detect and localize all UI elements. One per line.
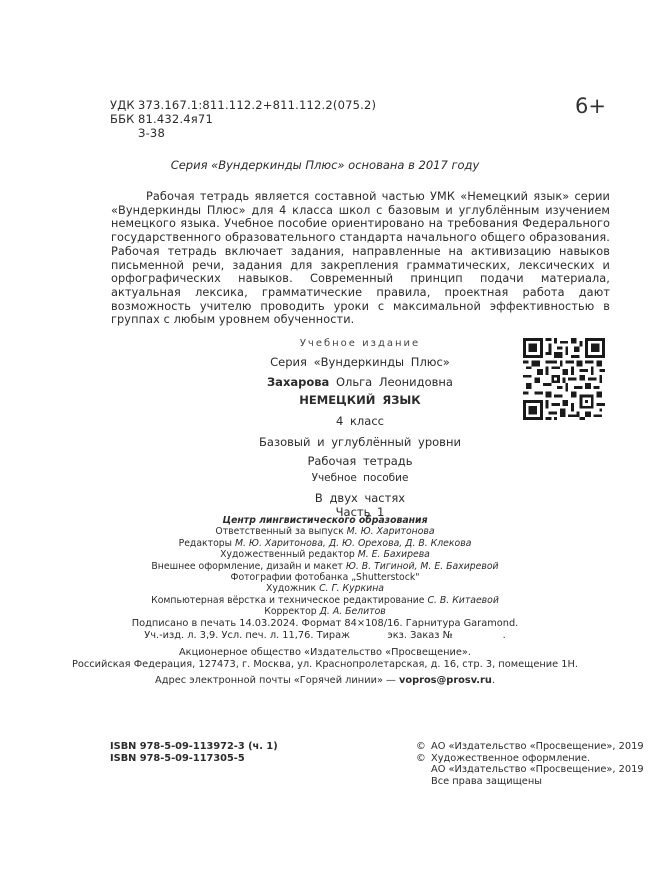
print-line-1: Подписано в печать 14.03.2024. Формат 84×108/16. Гарнитура Garamond.	[131, 618, 519, 629]
proofreader-line: Корректор Д. А. Белитов	[264, 606, 386, 618]
copyright-line-2: Художественное оформление.	[431, 752, 591, 764]
copyright-line-1: АО «Издательство «Просвещение», 2019	[431, 741, 644, 752]
age-rating: 6+	[575, 94, 606, 118]
author-mark-row	[110, 126, 376, 140]
purpose: Учебное пособие	[311, 472, 409, 484]
author	[230, 375, 490, 389]
edition-type: Учебное издание	[299, 338, 421, 349]
title-block	[230, 336, 490, 526]
bbk-label: ББК	[110, 112, 135, 126]
design-line: Внешнее оформление, дизайн и макет Ю. В. Тигиной, М. Е. Бахиревой	[151, 560, 499, 572]
udk-row	[110, 98, 376, 112]
book-type: Рабочая тетрадь	[307, 454, 413, 468]
level: Базовый и углублённый уровни	[259, 435, 461, 449]
copyright-icon: ©	[416, 741, 426, 752]
copyright-line-3: АО «Издательство «Просвещение», 2019	[431, 764, 644, 775]
publisher-name: Акционерное общество «Издательство «Просвещение».	[178, 647, 472, 658]
book-title: НЕМЕЦКИЙ ЯЗЫК	[299, 393, 421, 407]
classification-block	[110, 98, 376, 140]
copyright-line-4: Все права защищены	[431, 775, 542, 787]
editors-line: Редакторы М. Ю. Харитонова, Д. Ю. Орехова, Д. В. Клекова	[178, 537, 472, 549]
bbk-value: 81.432.4я71	[138, 112, 213, 126]
grade: 4 класс	[336, 414, 384, 428]
center-name: Центр лингвистического образования	[222, 515, 428, 526]
copyright-block	[416, 741, 644, 787]
print-info	[0, 618, 650, 642]
bbk-row	[110, 112, 376, 126]
copyright-icon: ©	[416, 752, 426, 764]
udk-label: УДК	[110, 98, 135, 112]
isbn-set: ISBN 978-5-09-117305-5	[110, 752, 245, 764]
qr-code	[523, 338, 605, 420]
publisher-address: Российская Федерация, 127473, г. Москва, ул. Краснопролетарская, д. 16, стр. 3, помещение 1Н.	[71, 659, 579, 670]
artist-line: Художник С. Г. Куркина	[265, 583, 384, 595]
series-name: Серия «Вундеркинды Плюс»	[270, 355, 450, 369]
part-number: Часть 1	[335, 505, 385, 519]
email-line: Адрес электронной почты «Горячей линии» — vopros@prosv.ru.	[155, 675, 495, 686]
email-link[interactable]: vopros@prosv.ru	[398, 675, 492, 686]
photos-line: Фотографии фотобанка „Shutterstock"	[230, 572, 420, 584]
credits-block	[0, 515, 650, 618]
isbn-block	[110, 741, 278, 764]
art-editor-line: Художественный редактор М. Е. Бахирева	[220, 549, 430, 561]
author-name: Ольга Леонидовна	[335, 375, 453, 389]
annotation-paragraph: Рабочая тетрадь является составной частью УМК «Немецкий язык» серии «Вундеркинды Плюс» для 4 класса школ с базовым и углублённым изучением немецкого языка. Учебное пособие ориентировано на требования Федерального государственного образовательного стандарта начального общего образования. Рабочая тетрадь включает задания, направленные на активизацию навыков письменной речи, задания для закрепления грамматических, лексических и орфографических навыков. Современный принцип подачи материала, актуальная лексика, грамматические правила, проектная работа дают возможность учителю проводить уроки с максимальной эффективностью в группах с любым уровнем обученности.	[111, 190, 610, 327]
udk-value: 373.167.1:811.112.2+811.112.2(075.2)	[138, 98, 377, 112]
author-mark: З-38	[138, 126, 165, 140]
responsible-line: Ответственный за выпуск М. Ю. Харитонова	[215, 526, 435, 538]
print-line-2: Уч.-изд. л. 3,9. Усл. печ. л. 11,76. Тираж экз. Заказ № .	[144, 630, 506, 641]
isbn-part-1: ISBN 978-5-09-113972-3 (ч. 1)	[110, 741, 278, 752]
parts: В двух частях	[314, 491, 406, 505]
publisher-block	[0, 647, 650, 687]
series-note: Серия «Вундеркинды Плюс» основана в 2017 году	[170, 158, 480, 172]
author-surname: Захарова	[267, 375, 330, 389]
layout-line: Компьютерная вёрстка и техническое редактирование С. В. Китаевой	[151, 594, 499, 606]
